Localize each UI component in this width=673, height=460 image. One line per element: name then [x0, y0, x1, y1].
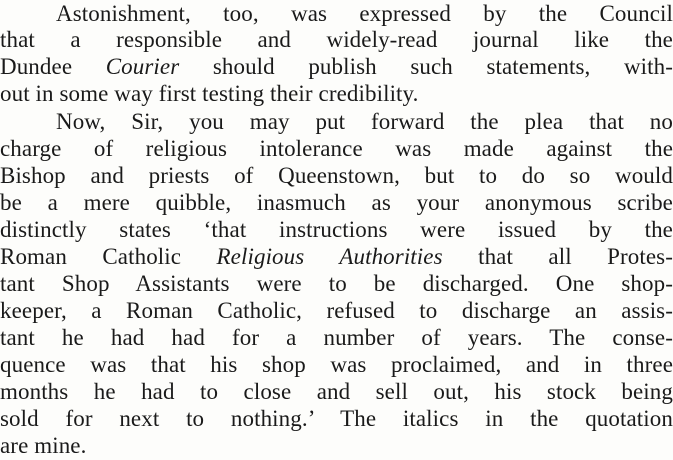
paragraph-2-line-13: are mine.: [0, 433, 87, 458]
paragraph-1-line-3: [0, 53, 673, 81]
paragraph-2-line-12: sold for next to nothing.’ The italics in the quotation: [0, 406, 673, 431]
paragraph-2-line-4: be a mere quibble, inasmuch as your anonymous scribe: [0, 190, 673, 215]
line-text: that all Protes-: [442, 244, 673, 269]
paragraph-2-line-5: distinctly states ‘that instructions were issued by the: [0, 217, 673, 242]
paragraph-2-line-7: tant Shop Assistants were to be discharged. One shop-: [0, 271, 673, 296]
italic-newspaper-name: Courier: [105, 54, 180, 79]
paragraph-2-line-9: tant he had had for a number of years. The conse-: [0, 325, 673, 350]
paragraph-2-line-8: keeper, a Roman Catholic, refused to discharge an assis-: [0, 298, 673, 323]
line-text: should publish such statements, with-: [179, 54, 673, 79]
paragraph-1-line-2: that a responsible and widely-read journal like the: [0, 27, 673, 52]
paragraph-2-line-2: charge of religious intolerance was made against the: [0, 136, 673, 161]
paragraph-2-line-3: Bishop and priests of Queenstown, but to do so would: [0, 163, 673, 188]
line-text: Dundee: [0, 54, 106, 79]
italic-emphasis: Religious Authorities: [216, 244, 443, 269]
paragraph-2-line-11: months he had to close and sell out, his stock being: [0, 379, 673, 404]
paragraph-2-line-10: quence was that his shop was proclaimed, and in three: [0, 352, 673, 377]
line-text: Roman Catholic: [0, 244, 217, 269]
paragraph-2-line-6: [0, 243, 673, 271]
paragraph-2-line-1: Now, Sir, you may put forward the plea that no: [56, 109, 673, 134]
paragraph-1-line-1: Astonishment, too, was expressed by the Council: [56, 1, 673, 26]
paragraph-1-line-4: out in some way first testing their credibility.: [0, 81, 419, 106]
